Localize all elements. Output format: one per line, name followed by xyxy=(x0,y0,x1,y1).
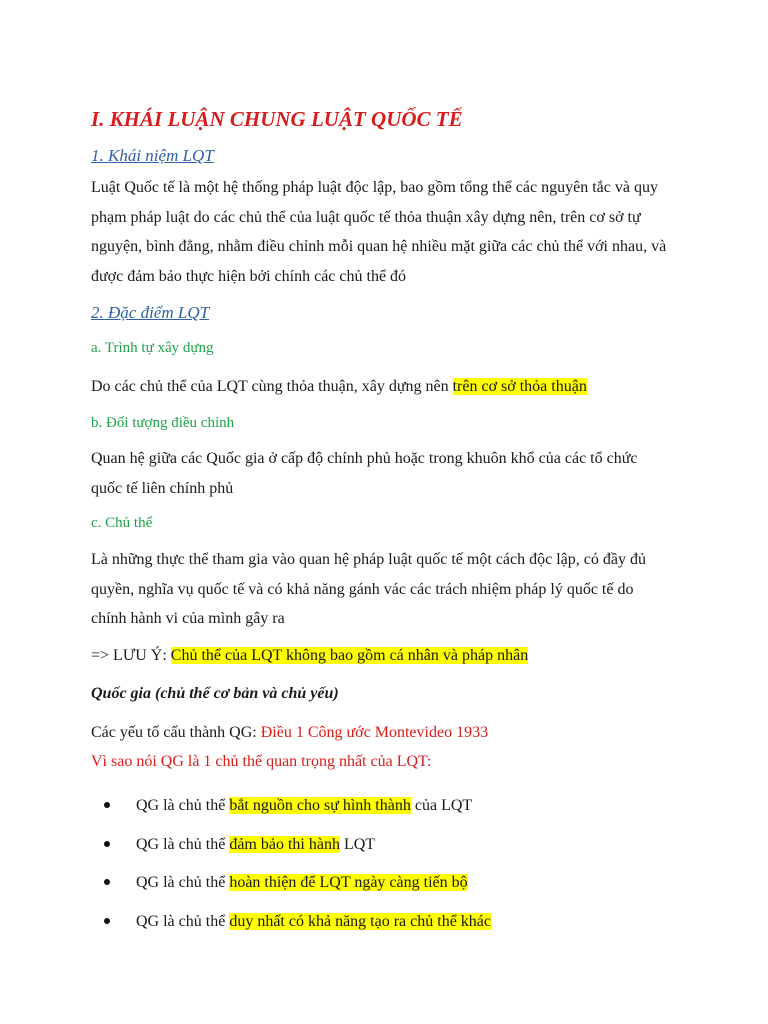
bullet-prefix: QG là chủ thể xyxy=(136,913,230,931)
concept-line: Luật Quốc tế là một hệ thống pháp luật độc lập, bao gồm tổng thể các nguyên tắc và quy xyxy=(91,179,658,196)
feature-c-line: chính hành vi của mình gây ra xyxy=(91,610,285,627)
feature-b-line: quốc tế liên chính phủ xyxy=(91,479,234,497)
feature-a-paragraph xyxy=(91,372,587,402)
state-question: Vì sao nói QG là 1 chủ thể quan trọng nhất của LQT: xyxy=(91,753,432,770)
feature-a-title: a. Trình tự xây dựng xyxy=(91,340,214,356)
state-elements xyxy=(91,718,488,748)
feature-a-text: Do các chủ thể của LQT cùng thỏa thuận, xây dựng nên xyxy=(91,378,453,395)
feature-c-title: c. Chủ thể xyxy=(91,515,153,531)
feature-c-line: Là những thực thể tham gia vào quan hệ pháp luật quốc tế một cách độc lập, có đầy đủ xyxy=(91,551,646,568)
concept-line: được đảm bảo thực hiện bởi chính các chủ thể đó xyxy=(91,267,407,285)
concept-line: phạm pháp luật do các chủ thể của luật quốc tế thỏa thuận xây dựng nên, trên cơ sở tự xyxy=(91,208,641,226)
bullet-highlight: hoàn thiện để LQT ngày càng tiến bộ xyxy=(229,874,468,892)
bullet-dot-icon xyxy=(104,841,110,847)
state-elements-prefix: Các yếu tố cấu thành QG: xyxy=(91,724,261,741)
bullet-dot-icon xyxy=(104,802,110,808)
feature-b-paragraph xyxy=(91,444,638,503)
concept-paragraph xyxy=(91,173,666,291)
bullet-dot-icon xyxy=(104,879,110,885)
concept-line: nguyện, bình đẳng, nhằm điều chỉnh mỗi quan hệ nhiều mặt giữa các chủ thể với nhau, và xyxy=(91,238,667,255)
list-item xyxy=(104,831,491,870)
state-elements-ref: Điều 1 Công ước Montevideo 1933 xyxy=(260,724,489,741)
feature-a-highlight: trên cơ sở thỏa thuận xyxy=(452,378,587,395)
list-item xyxy=(104,792,491,831)
bullet-highlight: bắt nguồn cho sự hình thành xyxy=(229,797,411,814)
feature-c-line: quyền, nghĩa vụ quốc tế và có khả năng gánh vác các trách nhiệm pháp lý quốc tế do xyxy=(91,580,634,598)
state-heading: Quốc gia (chủ thể cơ bản và chủ yếu) xyxy=(91,685,339,702)
bullet-prefix: QG là chủ thể xyxy=(136,874,230,892)
list-item xyxy=(104,869,491,908)
bullet-prefix: QG là chủ thể xyxy=(136,797,230,814)
note-highlight: Chủ thể của LQT không bao gồm cá nhân và pháp nhân xyxy=(170,647,529,664)
feature-c-paragraph xyxy=(91,545,646,634)
bullet-suffix: của LQT xyxy=(410,797,473,814)
bullet-prefix: QG là chủ thể xyxy=(136,835,230,853)
feature-c-note xyxy=(91,641,528,671)
list-item xyxy=(104,908,491,947)
features-heading: 2. Đặc điểm LQT xyxy=(91,303,210,322)
bullet-highlight: duy nhất có khả năng tạo ra chủ thể khác xyxy=(229,913,491,931)
note-prefix: => LƯU Ý: xyxy=(91,647,171,664)
feature-b-line: Quan hệ giữa các Quốc gia ở cấp độ chính phủ hoặc trong khuôn khổ của các tổ chức xyxy=(91,450,638,467)
bullet-suffix: LQT xyxy=(339,835,376,853)
bullet-dot-icon xyxy=(104,918,110,924)
section-title: I. KHÁI LUẬN CHUNG LUẬT QUỐC TẾ xyxy=(91,107,463,131)
concept-heading: 1. Khái niệm LQT xyxy=(91,146,214,165)
state-bullet-list xyxy=(104,792,491,947)
bullet-highlight: đảm bảo thi hành xyxy=(229,835,340,853)
feature-b-title: b. Đối tượng điều chỉnh xyxy=(91,415,235,431)
